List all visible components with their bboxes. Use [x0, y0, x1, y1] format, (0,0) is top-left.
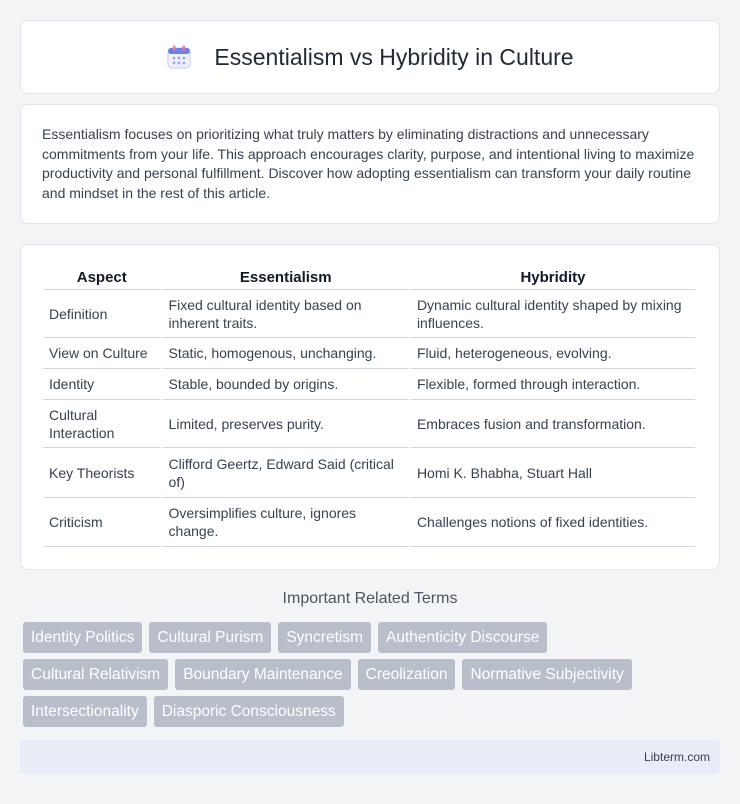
tag-authenticity-discourse[interactable]: Authenticity Discourse	[378, 622, 547, 653]
table-row	[43, 338, 695, 369]
table-row	[43, 290, 695, 338]
comparison-table-card	[20, 244, 720, 570]
header-aspect: Aspect	[43, 265, 161, 290]
page-title: Essentialism vs Hybridity in Culture	[214, 43, 574, 70]
header-card	[20, 20, 720, 94]
cell-essentialism: Limited, preserves purity.	[163, 400, 409, 448]
cell-aspect: Cultural Interaction	[43, 400, 161, 448]
cell-aspect: Criticism	[43, 498, 161, 547]
table-row	[43, 369, 695, 400]
cell-hybridity: Embraces fusion and transformation.	[411, 400, 695, 448]
tag-syncretism[interactable]: Syncretism	[278, 622, 371, 653]
cell-hybridity: Challenges notions of fixed identities.	[411, 498, 695, 547]
tag-creolization[interactable]: Creolization	[358, 659, 456, 690]
table-row	[43, 400, 695, 448]
intro-card	[20, 104, 720, 224]
cell-essentialism: Fixed cultural identity based on inherent traits.	[163, 290, 409, 338]
tag-cultural-purism[interactable]: Cultural Purism	[149, 622, 271, 653]
footer-site-link[interactable]: Libterm.com	[643, 750, 710, 764]
cell-aspect: Definition	[43, 290, 161, 338]
calendar-icon	[166, 44, 192, 70]
cell-hybridity: Flexible, formed through interaction.	[411, 369, 695, 400]
footer	[20, 740, 720, 774]
header-essentialism: Essentialism	[163, 265, 409, 290]
cell-aspect: Key Theorists	[43, 448, 161, 498]
tag-diasporic-consciousness[interactable]: Diasporic Consciousness	[154, 696, 344, 727]
cell-essentialism: Stable, bounded by origins.	[163, 369, 409, 400]
tag-boundary-maintenance[interactable]: Boundary Maintenance	[175, 659, 350, 690]
table-row	[43, 448, 695, 498]
table-header-row	[43, 265, 695, 290]
cell-hybridity: Dynamic cultural identity shaped by mixing influences.	[411, 290, 695, 338]
comparison-table	[41, 265, 697, 547]
cell-essentialism: Oversimplifies culture, ignores change.	[163, 498, 409, 547]
cell-aspect: Identity	[43, 369, 161, 400]
tag-normative-subjectivity[interactable]: Normative Subjectivity	[462, 659, 631, 690]
table-row	[43, 498, 695, 547]
tag-intersectionality[interactable]: Intersectionality	[23, 696, 147, 727]
related-terms-title: Important Related Terms	[282, 590, 458, 607]
cell-hybridity: Fluid, heterogeneous, evolving.	[411, 338, 695, 369]
cell-aspect: View on Culture	[43, 338, 161, 369]
tag-identity-politics[interactable]: Identity Politics	[23, 622, 142, 653]
cell-essentialism: Clifford Geertz, Edward Said (critical of)	[163, 448, 409, 498]
intro-text: Essentialism focuses on prioritizing what truly matters by eliminating distractions and unnecessary commitments from your life. This approach encourages clarity, purpose, and intentional living to maximize productivity and personal fulfillment. Discover how adopting essentialism can transform your daily routine and mindset in the rest of this article.	[42, 126, 695, 201]
cell-essentialism: Static, homogenous, unchanging.	[163, 338, 409, 369]
tag-cultural-relativism[interactable]: Cultural Relativism	[23, 659, 168, 690]
related-terms-tags	[23, 622, 723, 733]
cell-hybridity: Homi K. Bhabha, Stuart Hall	[411, 448, 695, 498]
header-hybridity: Hybridity	[411, 265, 695, 290]
